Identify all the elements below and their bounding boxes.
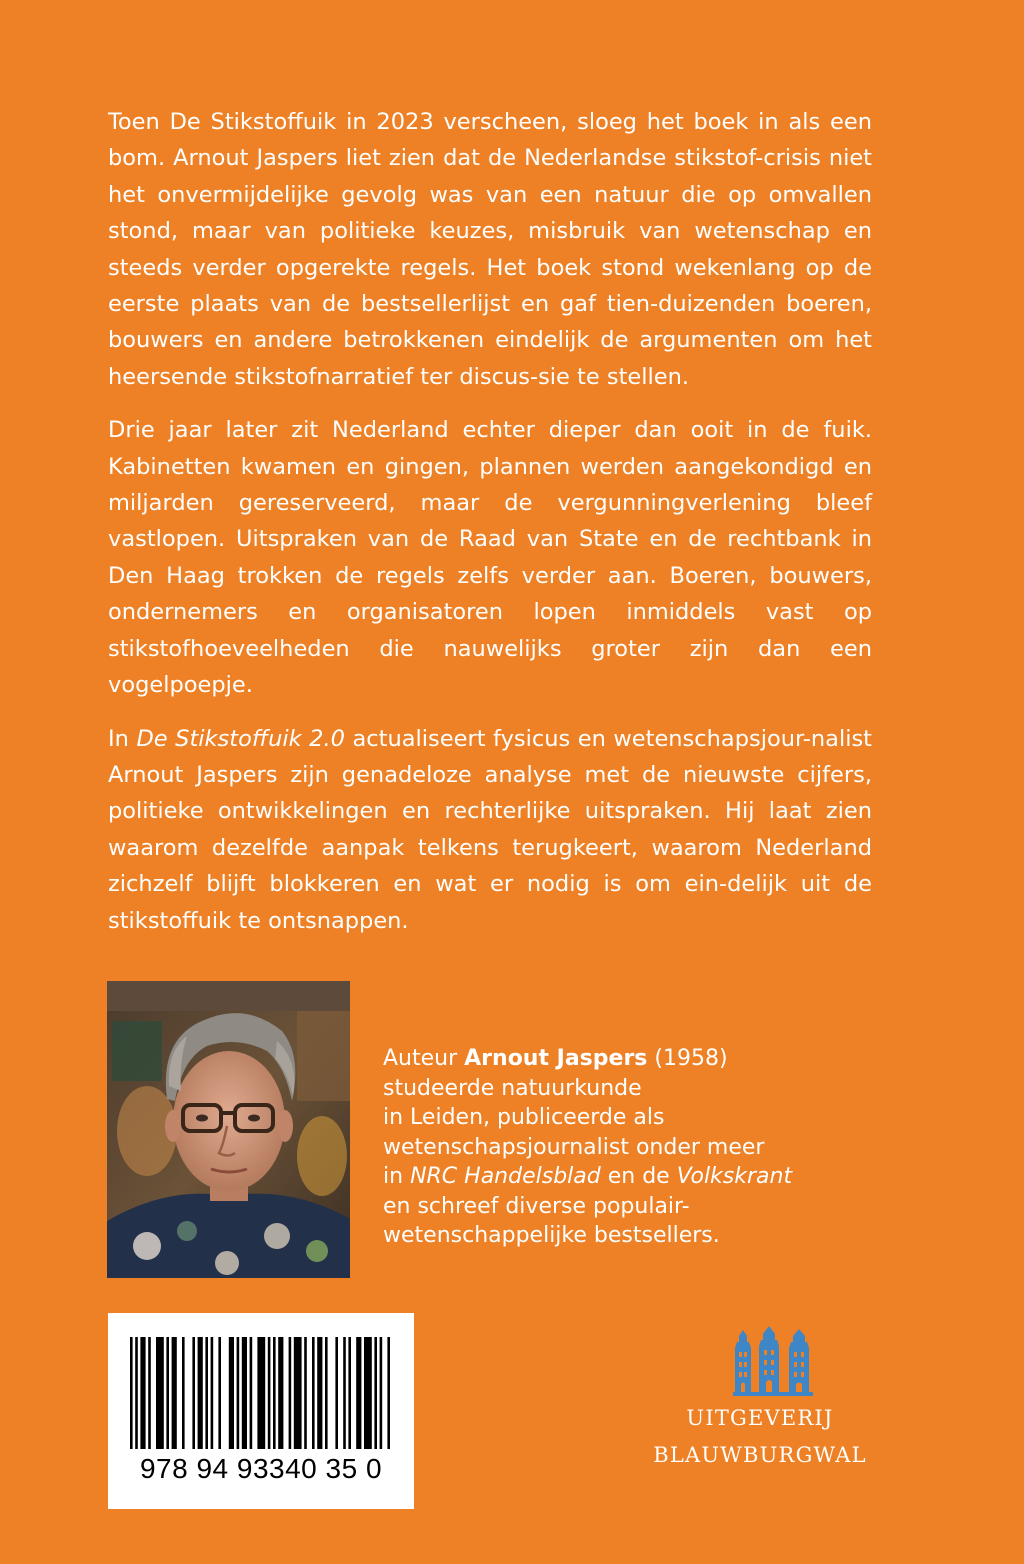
bio-line-1 xyxy=(383,1044,863,1074)
nrc-title: NRC Handelsblad xyxy=(410,1164,601,1189)
blurb-paragraph-1: Toen De Stikstoffuik in 2023 verscheen, sloeg het boek in als een bom. Arnout Jaspers liet zien dat de Nederlandse stikstof-crisis niet het onvermijdelijke gevolg was van een natuur die op omvallen stond, maar van politieke keuzes, misbruik van wetenschap en steeds verder opgerekte regels. Het boek stond wekenlang op de eerste plaats van de bestsellerlijst en gaf tien-duizenden boeren, bouwers en andere betrokkenen eindelijk de argumenten om het heersende stikstofnarratief ter discus-sie te stellen. xyxy=(108,109,872,390)
publisher-line-1: UITGEVERIJ xyxy=(686,1406,834,1430)
blurb-p3-rest: actualiseert fysicus en wetenschapsjour-nalist Arnout Jaspers zijn genadeloze analyse met de nieuwste cijfers, politieke ontwikkelingen en rechterlijke uitspraken. Hij laat zien waarom dezelfde aanpak telkens terugkeert, waarom Nederland zichzelf blijft blokkeren en wat er nodig is om ein-delijk uit de stikstoffuik te ontsnappen. xyxy=(108,725,873,934)
blurb-p3-in: In xyxy=(108,725,129,752)
bio-in: in xyxy=(383,1164,404,1189)
barcode-bars xyxy=(130,1337,392,1449)
author-name: Arnout Jaspers xyxy=(464,1046,648,1071)
bio-line-2: studeerde natuurkunde xyxy=(383,1075,642,1101)
bio-en-de: en de xyxy=(607,1164,670,1189)
isbn-barcode xyxy=(108,1313,414,1509)
bio-line-5 xyxy=(383,1162,863,1192)
blurb-paragraph-2: Drie jaar later zit Nederland echter dieper dan ooit in de fuik. Kabinetten kwamen en gingen, plannen werden aangekondigd en miljarden gereserveerd, maar de vergunningverlening bleef vastlopen. Uitspraken van de Raad van State en de rechtbank in Den Haag trokken de regels zelfs verder aan. Boeren, bouwers, ondernemers en organisatoren lopen inmiddels vast op stikstofhoeveelheden die nauwelijks groter zijn dan een vogelpoepje. xyxy=(108,417,872,699)
bio-line-6: en schreef diverse populair- xyxy=(383,1193,690,1219)
author-photo xyxy=(107,981,350,1278)
bio-line-3: in Leiden, publiceerde als xyxy=(383,1105,665,1130)
isbn-digits: 978 94 93340 35 0 xyxy=(139,1453,383,1484)
book-title: De Stikstoffuik 2.0 xyxy=(136,725,345,752)
publisher-line-2: BLAUWBURGWAL xyxy=(653,1443,867,1467)
bio-line-4: wetenschapsjournalist onder meer xyxy=(383,1134,765,1160)
bio-author-prefix: Auteur xyxy=(383,1046,458,1071)
blurb-paragraph-3 xyxy=(108,721,872,939)
author-bio xyxy=(383,1044,863,1251)
back-cover-blurb xyxy=(108,104,872,956)
author-birth-year: (1958) xyxy=(654,1046,728,1071)
canal-houses-logo xyxy=(733,1326,813,1400)
publisher-name xyxy=(620,1400,900,1474)
bio-line-7: wetenschappelijke bestsellers. xyxy=(383,1223,720,1248)
volkskrant-title: Volkskrant xyxy=(676,1164,793,1189)
